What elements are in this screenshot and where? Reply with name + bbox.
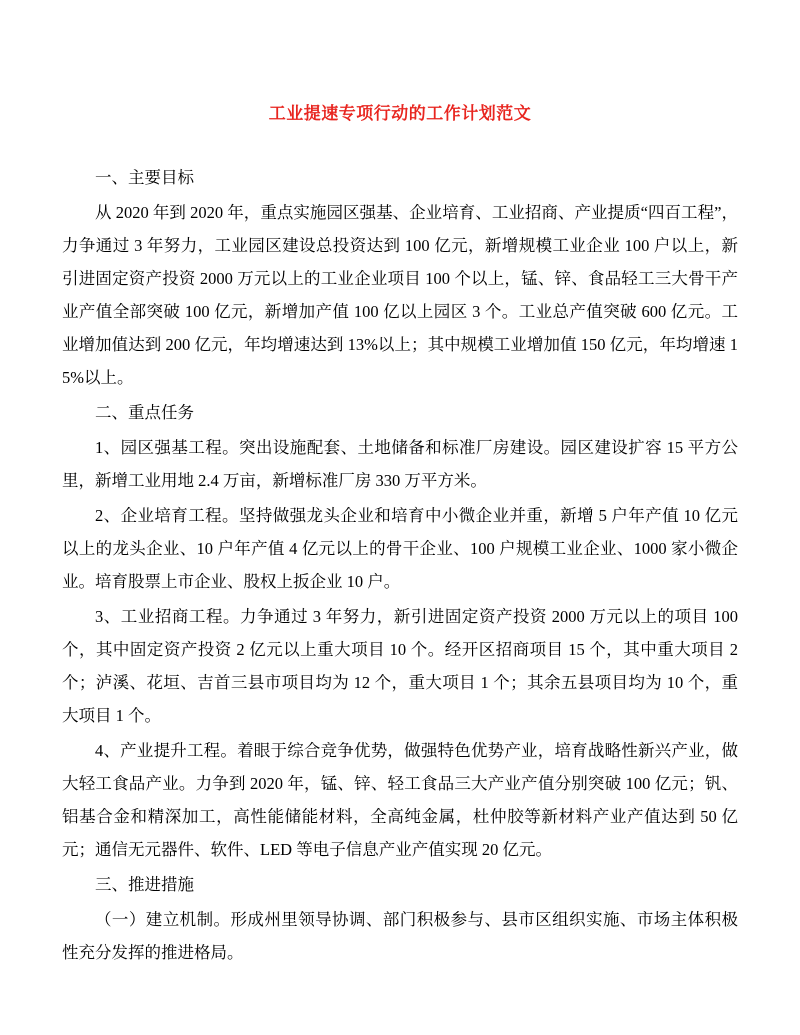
paragraph-task-1: 1、园区强基工程。突出设施配套、土地储备和标准厂房建设。园区建设扩容 15 平方公里，新增工业用地 2.4 万亩，新增标准厂房 330 万平方米。 bbox=[62, 438, 738, 491]
paragraph-main-goals: 从 2020 年到 2020 年，重点实施园区强基、企业培育、工业招商、产业提质“四百工程”，力争通过 3 年努力，工业园区建设总投资达到 100 亿元，新增规模工业企业 100 户以上，新引进固定资产投资 2000 万元以上的工业企业项目 100 个以上，锰、锌、食品轻工三大骨干产业产值全部突破 100 亿元，新增加产值 100 亿以上园区 3 个。工业总产值突破 600 亿元。工业增加值达到 200 亿元，年均增速达到 13%以上；其中规模工业增加值 150 亿元，年均增速 15%以上。 bbox=[62, 203, 738, 388]
section-heading-2: 二、重点任务 bbox=[95, 403, 194, 423]
document-body bbox=[62, 161, 738, 969]
page-title: 工业提速专项行动的工作计划范文 bbox=[268, 104, 532, 123]
paragraph-task-3: 3、工业招商工程。力争通过 3 年努力，新引进固定资产投资 2000 万元以上的项目 100 个，其中固定资产投资 2 亿元以上重大项目 10 个。经开区招商项目 15 个，其中重大项目 2 个；泸溪、花垣、吉首三县市项目均为 12 个，重大项目 1 个；其余五县项目均为 10 个，重大项目 1 个。 bbox=[62, 607, 738, 726]
paragraph-task-2: 2、企业培育工程。坚持做强龙头企业和培育中小微企业并重，新增 5 户年产值 10 亿元以上的龙头企业、10 户年产值 4 亿元以上的骨干企业、100 户规模工业企业、1000 家小微企业。培育股票上市企业、股权上扳企业 10 户。 bbox=[62, 506, 738, 592]
section-heading-3: 三、推进措施 bbox=[95, 875, 194, 895]
section-heading-1: 一、主要目标 bbox=[95, 168, 194, 188]
paragraph-task-4: 4、产业提升工程。着眼于综合竞争优势，做强特色优势产业，培育战略性新兴产业，做大轻工食品产业。力争到 2020 年，锰、锌、轻工食品三大产业产值分别突破 100 亿元；钒、铝基合金和精深加工，高性能储能材料，全高纯金属，杜仲胶等新材料产业产值达到 50 亿元；通信无元器件、软件、LED 等电子信息产业产值实现 20 亿元。 bbox=[62, 741, 739, 860]
paragraph-measure-1: （一）建立机制。形成州里领导协调、部门积极参与、县市区组织实施、市场主体积极性充分发挥的推进格局。 bbox=[62, 910, 738, 963]
